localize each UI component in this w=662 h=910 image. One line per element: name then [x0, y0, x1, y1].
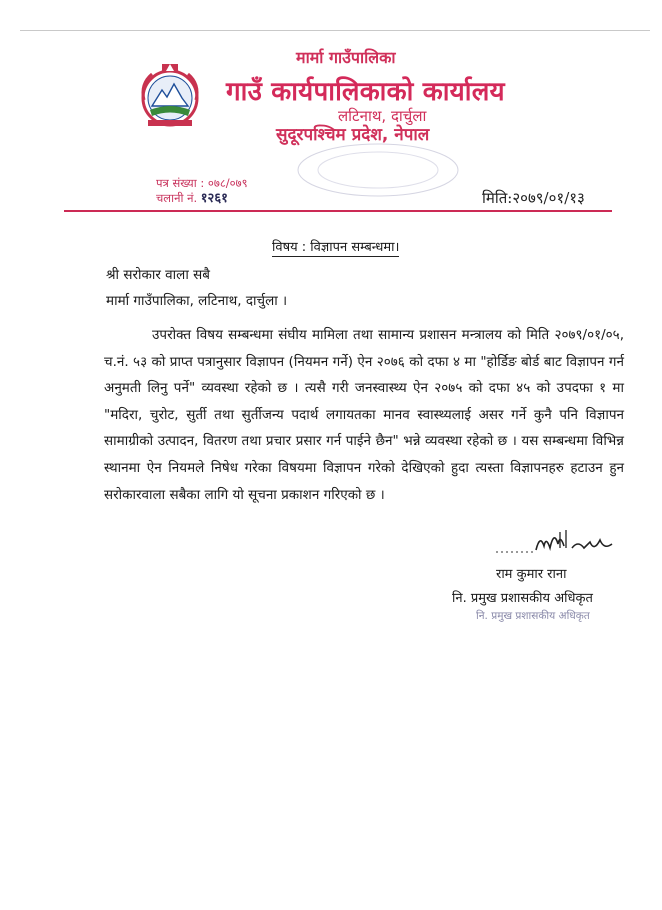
- addressee-line-2: मार्मा गाउँपालिका, लटिनाथ, दार्चुला ।: [106, 293, 288, 309]
- dispatch-number-value: १२६१: [200, 191, 228, 206]
- province-name: सुदूरपश्चिम प्रदेश, नेपाल: [276, 125, 430, 145]
- signatory-stamp: नि. प्रमुख प्रशासकीय अधिकृत: [476, 610, 590, 622]
- signatory-name: राम कुमार राना: [496, 567, 567, 582]
- office-title: गाउँ कार्यपालिकाको कार्यालय: [226, 77, 505, 107]
- dispatch-number-label: चलानी नं.: [156, 191, 198, 205]
- letter-date: मिति:२०७९/०१/१३: [482, 189, 585, 207]
- reference-block: [156, 176, 248, 206]
- letter-number: पत्र संख्या : ०७८/०७९: [156, 176, 248, 190]
- municipality-name: मार्मा गाउँपालिका: [296, 48, 396, 67]
- letterhead-divider: [64, 210, 612, 212]
- letter-body: उपरोक्त विषय सम्बन्धमा संघीय मामिला तथा सामान्य प्रशासन मन्त्रालय को मिति २०७९/०१/०५, च.नं. ५३ को प्राप्त पत्रानुसार विज्ञापन (नियमन गर्ने) ऐन २०७६ को दफा ४ मा "होर्डिङ बोर्ड बाट विज्ञापन गर्न अनुमती लिनु पर्ने" व्यवस्था रहेको छ । त्यसै गरी जनस्वास्थ्य ऐन २०७५ को दफा ४५ को उपदफा १ मा "मदिरा, चुरोट, सुर्ती तथा सुर्तीजन्य पदार्थ लगायतका मानव स्वास्थ्यलाई असर गर्ने कुनै पनि विज्ञापन सामाग्रीको उत्पादन, वितरण तथा प्रचार प्रसार गर्न पाईने छैन" भन्ने व्यवस्था रहेको छ । यस सम्बन्धमा विभिन्न स्थानमा ऐन नियमले निषेध गरेका विषयमा विज्ञापन गरेको देखिएको हुदा त्यस्ता विज्ञापनहरु हटाउन हुन सरोकारवाला सबैका लागि यो सूचना प्रकाशन गरिएको छ ।: [104, 327, 624, 503]
- office-address: लटिनाथ, दार्चुला: [338, 107, 427, 125]
- scan-edge-line: [20, 30, 650, 31]
- dispatch-number-row: [156, 191, 248, 206]
- handwritten-signature-icon: [494, 526, 624, 560]
- signatory-title: नि. प्रमुख प्रशासकीय अधिकृत: [452, 591, 593, 606]
- bleed-through-stamp-icon: [288, 140, 468, 200]
- nepal-government-emblem-icon: [136, 62, 204, 130]
- addressee-line-1: श्री सरोकार वाला सबै: [106, 267, 210, 283]
- subject-line: विषय : विज्ञापन सम्बन्धमा।: [272, 237, 399, 257]
